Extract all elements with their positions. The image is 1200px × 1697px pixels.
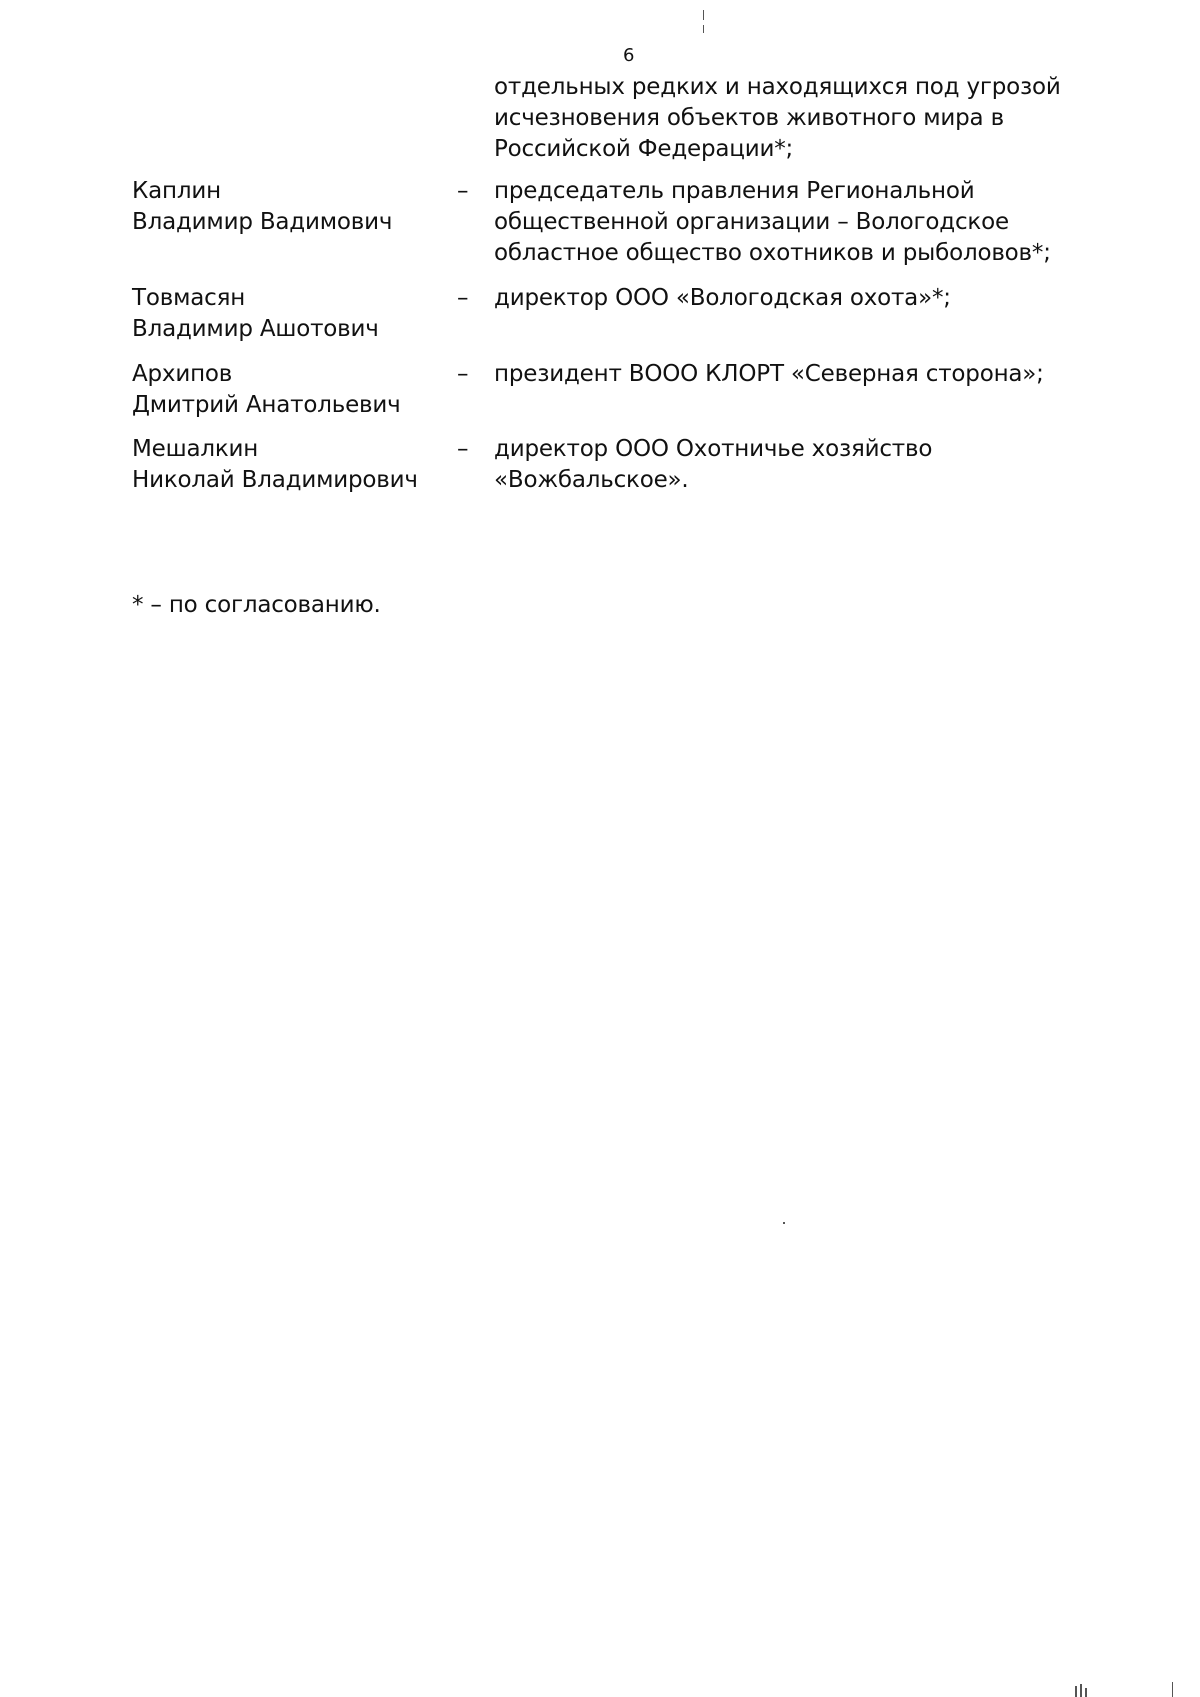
- scan-mark: [783, 1222, 785, 1224]
- member-name: Товмасян Владимир Ашотович: [132, 285, 379, 342]
- member-dash: –: [457, 361, 469, 387]
- member-role: директор ООО Охотничье хозяйство «Вожбальское».: [494, 436, 933, 493]
- member-dash: –: [457, 436, 469, 462]
- scan-mark: [1075, 1686, 1077, 1697]
- scan-mark: [703, 25, 704, 33]
- member-dash: –: [457, 178, 469, 204]
- member-role: председатель правления Региональной общественной организации – Вологодское областное общество охотников и рыболовов*;: [494, 178, 1051, 266]
- member-role: президент ВООО КЛОРТ «Северная сторона»;: [494, 361, 1044, 387]
- footnote: * – по согласованию.: [132, 592, 381, 618]
- member-role: директор ООО «Вологодская охота»*;: [494, 285, 951, 311]
- member-name: Архипов Дмитрий Анатольевич: [132, 361, 401, 418]
- continued-role-text: отдельных редких и находящихся под угрозой исчезновения объектов животного мира в Российской Федерации*;: [494, 74, 1061, 162]
- scan-mark: [703, 10, 704, 20]
- member-name: Каплин Владимир Вадимович: [132, 178, 393, 235]
- page-number: 6: [623, 45, 635, 66]
- member-dash: –: [457, 285, 469, 311]
- scan-mark: [1172, 1682, 1173, 1697]
- member-name: Мешалкин Николай Владимирович: [132, 436, 418, 493]
- scan-mark: [1080, 1684, 1082, 1697]
- scan-mark: [1085, 1688, 1087, 1697]
